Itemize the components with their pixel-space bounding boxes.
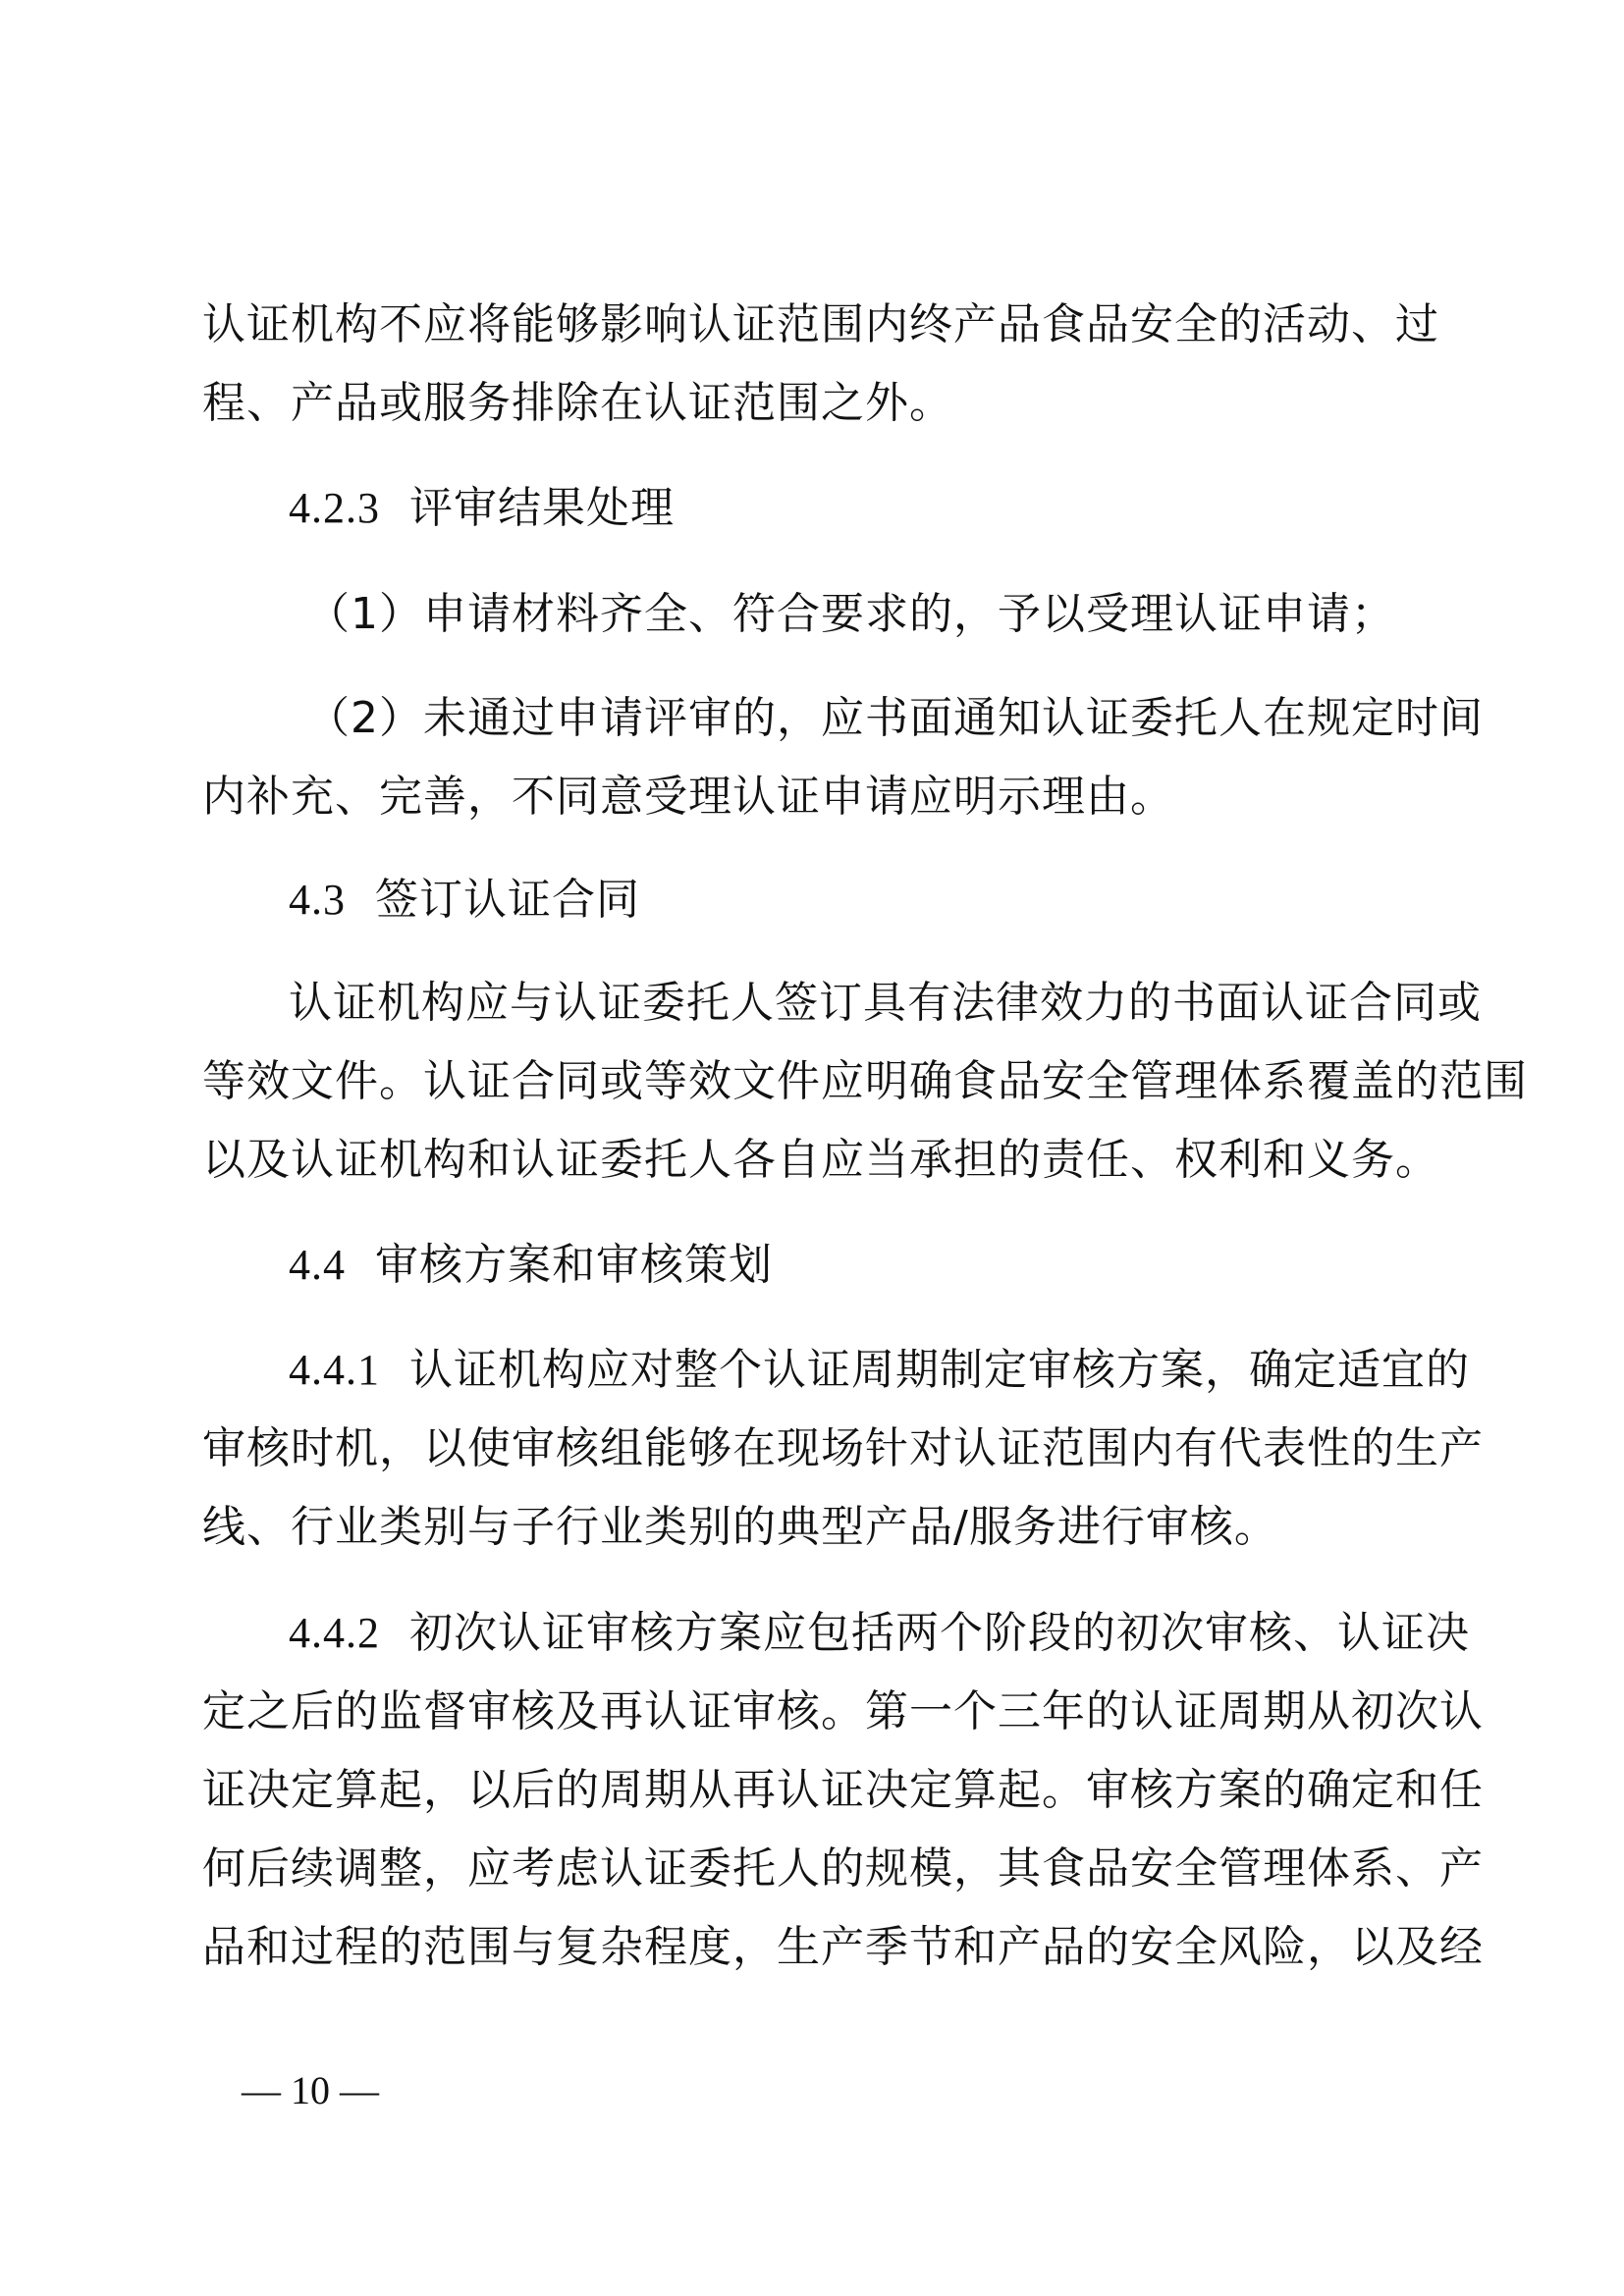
section-heading-4-2-3 — [289, 479, 1526, 538]
section-heading-4-4 — [289, 1236, 1526, 1295]
clause-text: 初次认证审核方案应包括两个阶段的初次审核、认证决 — [408, 1608, 1470, 1658]
paragraph-line: 审核时机，以使审核组能够在现场针对认证范围内有代表性的生产 — [202, 1423, 1484, 1473]
section-title: 评审结果处理 — [408, 483, 675, 533]
clause-number: 4.4.2 — [289, 1609, 380, 1657]
clause-text: 认证机构应对整个认证周期制定审核方案，确定适宜的 — [408, 1345, 1470, 1395]
section-number: 4.3 — [289, 876, 346, 924]
section-number: 4.2.3 — [289, 484, 380, 532]
list-item: （1）申请材料齐全、符合要求的，予以受理认证申请； — [306, 589, 1395, 639]
section-title: 审核方案和审核策划 — [374, 1240, 773, 1290]
paragraph-line: 认证机构不应将能够影响认证范围内终产品食品安全的活动、过 — [202, 299, 1439, 349]
paragraph-line — [289, 1604, 1526, 1663]
paragraph-line: 以及认证机构和认证委托人各自应当承担的责任、权利和义务。 — [202, 1135, 1439, 1185]
paragraph-line — [289, 1341, 1526, 1400]
list-item: （2）未通过申请评审的，应书面通知认证委托人在规定时间 — [306, 693, 1484, 743]
clause-number: 4.4.1 — [289, 1346, 380, 1394]
section-number: 4.4 — [289, 1241, 346, 1289]
paragraph-line: 等效文件。认证合同或等效文件应明确食品安全管理体系覆盖的范围 — [202, 1056, 1528, 1106]
paragraph-line: 线、行业类别与子行业类别的典型产品/服务进行审核。 — [202, 1502, 1278, 1552]
section-heading-4-3 — [289, 871, 1526, 930]
paragraph-line: 何后续调整，应考虑认证委托人的规模，其食品安全管理体系、产 — [202, 1843, 1484, 1894]
section-title: 签订认证合同 — [374, 875, 640, 925]
paragraph-line: 证决定算起，以后的周期从再认证决定算起。审核方案的确定和任 — [202, 1765, 1484, 1815]
paragraph-line: 品和过程的范围与复杂程度，生产季节和产品的安全风险，以及经 — [202, 1922, 1484, 1972]
paragraph-line: 认证机构应与认证委托人签订具有法律效力的书面认证合同或 — [289, 978, 1482, 1028]
paragraph-line: 程、产品或服务排除在认证范围之外。 — [202, 378, 953, 428]
paragraph-line: 内补充、完善，不同意受理认证申请应明示理由。 — [202, 772, 1174, 822]
paragraph-line: 定之后的监督审核及再认证审核。第一个三年的认证周期从初次认 — [202, 1686, 1484, 1736]
page-number: — 10 — — [242, 2068, 379, 2112]
